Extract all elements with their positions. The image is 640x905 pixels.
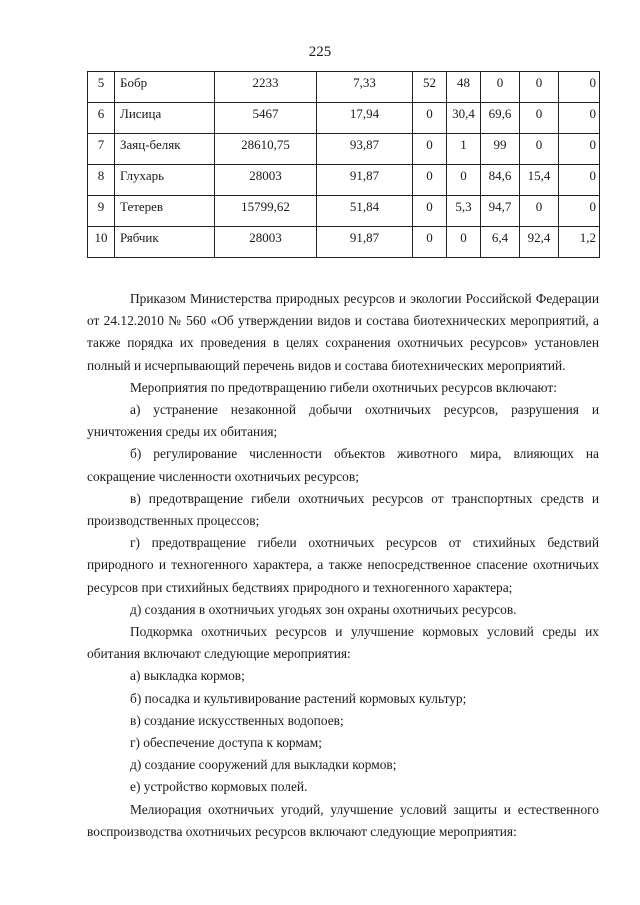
list-item: в) создание искусственных водопоев; — [130, 712, 344, 728]
row-number: 9 — [88, 196, 115, 227]
table-cell: 0 — [481, 72, 520, 103]
table-cell: 15799,62 — [215, 196, 317, 227]
table-cell: 99 — [481, 134, 520, 165]
table-cell: 5,3 — [447, 196, 481, 227]
table-cell: 0 — [413, 165, 447, 196]
table-cell: 28003 — [215, 227, 317, 258]
table-cell: 6,4 — [481, 227, 520, 258]
table-cell: 51,84 — [317, 196, 413, 227]
paragraph-feeding-heading: Подкормка охотничьих ресурсов и улучшение кормовых условий среды их обитания включают следующие мероприятия: — [87, 624, 599, 662]
list-item: в) предотвращение гибели охотничьих ресурсов от транспортных средств и производственных процессов; — [87, 490, 599, 529]
species-name: Лисица — [115, 103, 215, 134]
table-cell: 52 — [413, 72, 447, 103]
list-item: а) устранение незаконной добычи охотничьих ресурсов, разрушения и уничтожения среды их обитания; — [87, 402, 599, 440]
species-table — [87, 71, 600, 258]
species-name: Тетерев — [115, 196, 215, 227]
list-item: д) создания в охотничьих угодьях зон охраны охотничьих ресурсов. — [130, 601, 517, 617]
list-item: е) устройство кормовых полей. — [130, 779, 308, 795]
table-cell: 1,2 — [559, 227, 600, 258]
table-cell: 2233 — [215, 72, 317, 103]
row-number: 6 — [88, 103, 115, 134]
table-cell: 0 — [520, 134, 559, 165]
list-item: б) посадка и культивирование растений кормовых культур; — [130, 690, 467, 706]
row-number: 7 — [88, 134, 115, 165]
table-cell: 0 — [447, 165, 481, 196]
species-name: Бобр — [115, 72, 215, 103]
table-cell: 28003 — [215, 165, 317, 196]
table-cell: 30,4 — [447, 103, 481, 134]
table-row — [88, 227, 600, 258]
species-name: Глухарь — [115, 165, 215, 196]
table-cell: 0 — [413, 227, 447, 258]
table-cell: 0 — [520, 196, 559, 227]
body-text — [87, 288, 599, 843]
table-cell: 48 — [447, 72, 481, 103]
row-number: 8 — [88, 165, 115, 196]
table-row — [88, 134, 600, 165]
table-cell: 0 — [559, 134, 600, 165]
table-cell: 0 — [520, 103, 559, 134]
table-cell: 91,87 — [317, 165, 413, 196]
list-item: г) предотвращение гибели охотничьих ресурсов от стихийных бедствий природного и техногенного характера, а также непосредственное спасение охотничьих ресурсов при стихийных бедствиях природного и техногенного характера; — [87, 535, 599, 595]
list-item: а) выкладка кормов; — [130, 668, 245, 684]
paragraph-melioration-heading: Мелиорация охотничьих угодий, улучшение условий защиты и естественного воспроизводства охотничьих ресурсов включают следующие мероприятия: — [87, 801, 599, 839]
table-cell: 28610,75 — [215, 134, 317, 165]
species-name: Рябчик — [115, 227, 215, 258]
table-cell: 0 — [413, 134, 447, 165]
table-row — [88, 103, 600, 134]
table-cell: 5467 — [215, 103, 317, 134]
table-cell: 93,87 — [317, 134, 413, 165]
table-cell: 0 — [447, 227, 481, 258]
table-row — [88, 165, 600, 196]
table-cell: 15,4 — [520, 165, 559, 196]
list-item: б) регулирование численности объектов животного мира, влияющих на сокращение численности охотничьих ресурсов; — [87, 446, 599, 484]
table-cell: 1 — [447, 134, 481, 165]
list-item: г) обеспечение доступа к кормам; — [130, 735, 322, 751]
table-cell: 0 — [559, 196, 600, 227]
row-number: 5 — [88, 72, 115, 103]
table-row — [88, 196, 600, 227]
table-cell: 94,7 — [481, 196, 520, 227]
table-cell: 0 — [559, 103, 600, 134]
row-number: 10 — [88, 227, 115, 258]
species-name: Заяц-беляк — [115, 134, 215, 165]
table-cell: 0 — [413, 196, 447, 227]
table-cell: 0 — [413, 103, 447, 134]
table-cell: 0 — [520, 72, 559, 103]
table-cell: 0 — [559, 72, 600, 103]
paragraph-order-intro: Приказом Министерства природных ресурсов и экологии Российской Федерации от 24.12.2010 № 560 «Об утверждении видов и состава биотехнических мероприятий, а также порядка их проведения в целях сохранения охотничьих ресурсов» установлен полный и исчерпывающий перечень видов и состава биотехнических мероприятий. — [87, 291, 599, 373]
table-cell: 91,87 — [317, 227, 413, 258]
table-row — [88, 72, 600, 103]
table-cell: 92,4 — [520, 227, 559, 258]
table-cell: 69,6 — [481, 103, 520, 134]
paragraph-prevention-heading: Мероприятия по предотвращению гибели охотничьих ресурсов включают: — [130, 379, 557, 395]
list-item: д) создание сооружений для выкладки кормов; — [130, 757, 397, 773]
table-cell: 7,33 — [317, 72, 413, 103]
page-number: 225 — [308, 44, 332, 60]
table-cell: 17,94 — [317, 103, 413, 134]
table-cell: 0 — [559, 165, 600, 196]
table-cell: 84,6 — [481, 165, 520, 196]
